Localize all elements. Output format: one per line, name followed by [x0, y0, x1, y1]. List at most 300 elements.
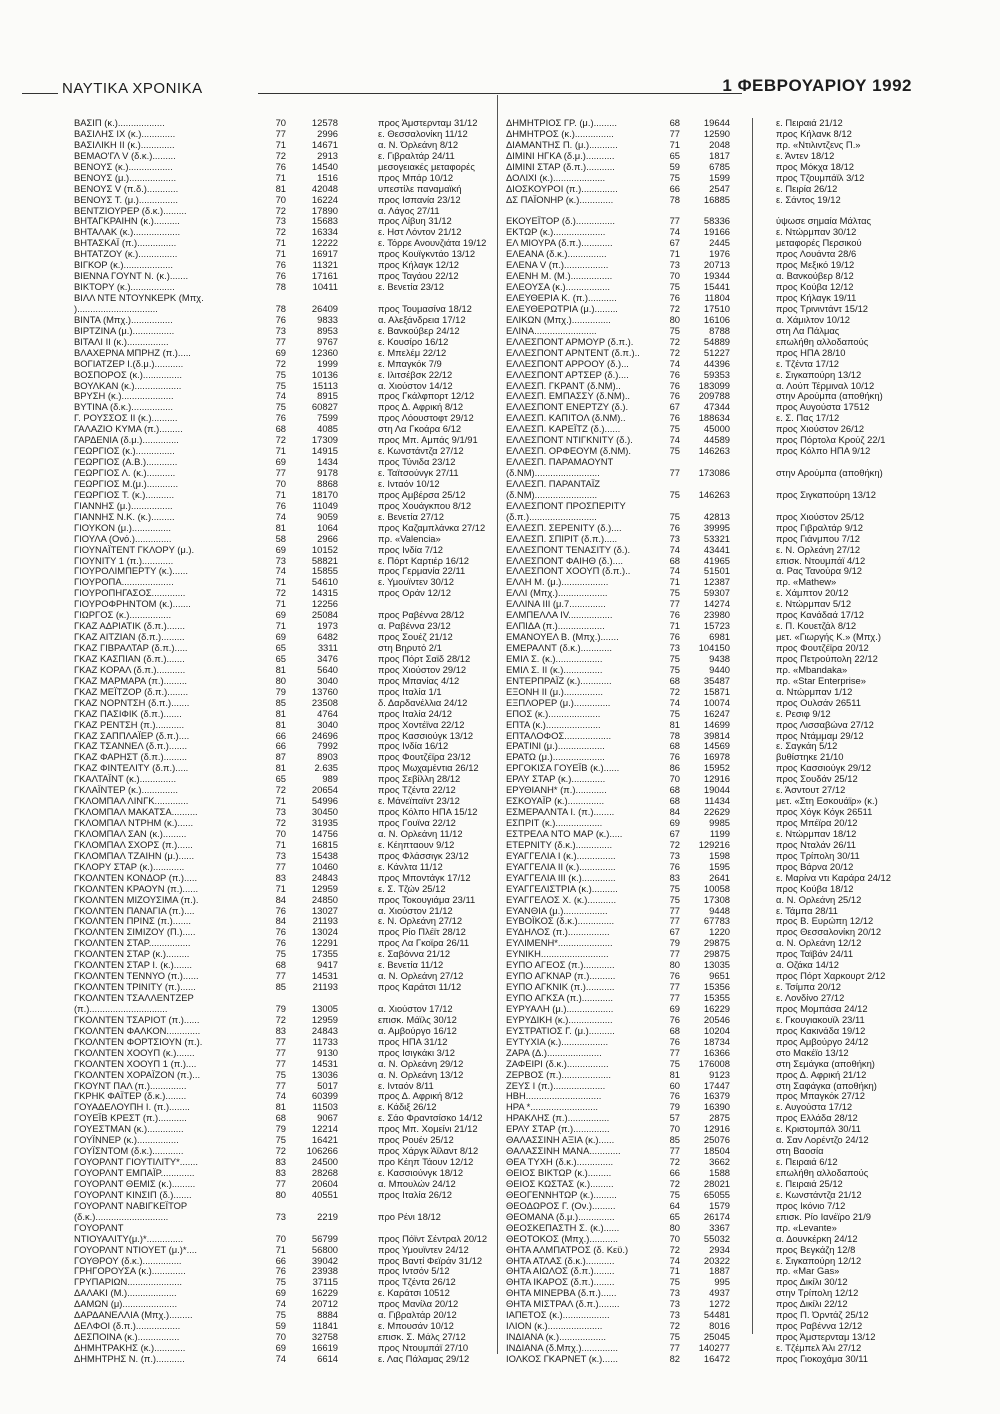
voyage-status: ε. Βενετία 11/12 [378, 959, 444, 971]
ship-name: ΕΛΛΕΣΠ. ΣΕΡΕΝΙΤΥ (δ.).... [506, 522, 622, 533]
voyage-status: ε. Σιγκαπούρη 12/12 [776, 1254, 862, 1266]
build-year: 77 [669, 948, 680, 960]
tonnage: 23980 [703, 609, 730, 621]
tonnage: 16366 [703, 1046, 730, 1058]
voyage-status: προς ΗΠΑ 28/10 [776, 346, 846, 358]
build-year: 72 [275, 587, 286, 599]
voyage-status: ε. Μπελέμ 22/12 [378, 346, 447, 358]
ship-name: ΔΙΜΙΝΙ ΣΤΑΡ (δ.π.)........... [506, 161, 615, 172]
tonnage: 6785 [709, 160, 730, 172]
build-year: 59 [275, 1320, 286, 1332]
ship-name: ΓΚΟΛΝΤΕΝ ΦΟΡΤΣΙΟΥΝ (π.). [74, 1036, 203, 1047]
tonnage: 35487 [703, 674, 730, 686]
ship-entry-row [74, 173, 494, 184]
tonnage: 15723 [703, 620, 730, 632]
tonnage: 17447 [703, 1079, 730, 1091]
build-year: 75 [275, 401, 286, 413]
ship-entry-row [74, 195, 494, 206]
build-year: 83 [275, 1167, 286, 1178]
ship-name: ΕΛΛΕΣΠ. ΚΑΠΙΤΟΛ (δ.ΝΜ).. [506, 413, 626, 424]
voyage-status: προς Βεγκάζη 12/8 [776, 1243, 856, 1255]
voyage-status: α. Αμβούργο 16/12 [378, 1024, 457, 1036]
build-year: 59 [669, 160, 680, 172]
build-year: 76 [275, 499, 286, 511]
voyage-status: ε. Θεσσαλονίκη 11/12 [378, 127, 468, 139]
voyage-status: ύψωσε σημαία Μάλτας [776, 215, 872, 227]
voyage-status: μετ. «Γιωργής Κ.» (Μπχ.) [776, 631, 881, 643]
ship-name: ΒΕΝΟΥΣ (κ.)................. [74, 161, 173, 172]
ship-name: ΒΕΝΟΥΣ V (π.δ.)............ [74, 183, 179, 194]
voyage-status: δ. Δαρδανέλλια 24/12 [378, 696, 468, 708]
tonnage: 31935 [311, 817, 338, 828]
build-year: 69 [275, 609, 286, 621]
build-year: 77 [275, 970, 286, 982]
tonnage: 15356 [703, 981, 730, 993]
ship-name: ΓΚΛΟΜΠΑΛ ΣΧΟΡΣ (π.)...... [74, 839, 193, 850]
ship-name: ΕΡΥΘΙΑΝΗ* (π.)............ [506, 785, 607, 796]
ship-entry-row [74, 1070, 494, 1081]
tonnage: 17890 [311, 204, 338, 216]
build-year: 77 [275, 860, 286, 872]
build-year: 71 [275, 237, 286, 249]
voyage-status: προς Χόγκ Κόγκ 26511 [776, 806, 873, 818]
voyage-status: μεσογειακές μεταφορές [378, 160, 475, 172]
tonnage: 129216 [698, 838, 730, 850]
ship-name: ΓΚΟΛΝΤΕΝ ΤΣΑΡΙΟΤ (π.)...... [74, 1014, 200, 1025]
ship-entry-row [74, 1048, 494, 1059]
voyage-status: προς Άμστερνταμ 31/12 [378, 117, 478, 128]
tonnage: 3476 [317, 652, 338, 664]
build-year: 78 [669, 729, 680, 741]
ship-name: ΕΛΕΝΑ V (π.)................. [506, 260, 609, 271]
build-year: 78 [669, 193, 680, 205]
build-year: 74 [275, 1352, 286, 1364]
build-year: 71 [275, 138, 286, 150]
voyage-status: προς Β. Ευρώπη 12/12 [776, 915, 874, 927]
build-year: 74 [669, 357, 680, 369]
ship-name: ΓΚΟΛΝΤΕΝ ΤΣΑΛΛΕΝΤΖΕΡ [74, 993, 194, 1003]
tonnage: 24850 [311, 893, 338, 905]
build-year: 75 [275, 379, 286, 391]
build-year: 81 [275, 182, 286, 194]
tonnage: 14315 [311, 587, 338, 599]
tonnage: 2048 [709, 138, 730, 150]
voyage-status: υπεστίλε παναμαϊκή [378, 182, 462, 194]
voyage-status: προς Κήλαγκ 19/11 [776, 292, 857, 303]
build-year: 77 [669, 215, 680, 227]
ship-entry-row [74, 982, 494, 993]
voyage-status: προς Οράν 12/12 [378, 587, 451, 599]
voyage-status: α. Ν. Όρλεάνη 8/12 [378, 138, 459, 150]
voyage-status: α. Ν. Ορλεάνη 25/12 [776, 893, 862, 905]
build-year: 76 [275, 313, 286, 325]
voyage-status: ε. Μάνεϊπαϊντ 23/12 [378, 795, 460, 807]
ship-name: ΕΛΛΕΣΠ. ΓΚΡΑΝΤ (δ.ΝΜ).. [506, 380, 621, 391]
voyage-status: ε. Τόρρε Ανουνζιάτα 19/12 [378, 237, 487, 249]
tonnage: 14671 [311, 138, 338, 150]
voyage-status: ε. Κάνλτα 11/12 [378, 860, 443, 872]
build-year: 85 [275, 981, 286, 993]
voyage-status: ε. Ιλιτσέβσκ 22/12 [378, 368, 453, 380]
voyage-status: ε. Μαρίνα ντι Καράρα 24/12 [776, 871, 891, 883]
voyage-status: προς Μπαγκόκ 27/12 [776, 1090, 865, 1102]
ship-name: ΓΚΟΛΝΤΕΝ ΧΟΡΑΪΖΟΝ (π.)... [74, 1069, 201, 1080]
build-year: 67 [669, 926, 680, 938]
build-year: 71 [275, 445, 286, 457]
tonnage: 16472 [703, 1352, 730, 1364]
ship-name: ΖΑΡΑ (Δ.)..................... [506, 1047, 602, 1058]
voyage-status: προς Κουϊγκντάο 13/12 [378, 248, 476, 260]
voyage-status: α. Ντώρμπαν 1/12 [776, 685, 853, 697]
voyage-status: στην Αρούμπα (αποθήκη) [776, 390, 883, 402]
ship-name: ΕΛΛΕΣΠΟΝΤ ΝΤΙΓΚΝΙΤΥ (δ.). [506, 435, 633, 446]
tonnage: 29875 [703, 937, 730, 949]
ship-name: ΒΙΚΤΟΡΥ (κ.)................. [74, 282, 175, 293]
ship-entry-row [506, 195, 926, 206]
build-year: 74 [669, 226, 680, 238]
ship-name: ΕΛΕΥΘΕΡΙΑ Κ. (π.)........... [506, 293, 617, 303]
build-year: 69 [275, 543, 286, 555]
ship-name: ΓΚΛΟΡΥ ΣΤΑΡ (κ.)............ [74, 861, 185, 872]
build-year: 77 [275, 335, 286, 347]
voyage-status: ε. Καράτσι 10512 [378, 1287, 450, 1299]
ship-name: ΓΟΥΪΝΝΕΡ (κ.)................ [74, 1135, 179, 1146]
tonnage: 2219 [317, 1210, 338, 1222]
build-year: 60 [669, 1079, 680, 1091]
ship-entry-row [74, 720, 494, 731]
tonnage: 9448 [709, 904, 730, 916]
voyage-status: προς Δ. Αφρική 8/12 [378, 401, 464, 413]
voyage-status: προς Μπέϊρα 20/12 [776, 817, 858, 828]
voyage-status: προς Λα Γκοϊρα 26/11 [378, 937, 470, 949]
build-year: 57 [669, 1112, 680, 1124]
tonnage: 17161 [311, 270, 338, 282]
build-year: 77 [275, 467, 286, 478]
ship-name: Γ. ΡΟΥΣΣΟΣ ΙΙ (κ.).......... [74, 413, 178, 424]
voyage-status: προς Τοκουγιάμα 23/11 [378, 893, 476, 905]
build-year: 67 [669, 827, 680, 839]
ship-name: ΘΗΤΑ ΑΛΜΠΑΤΡΟΣ (δ. Κεϋ.) [506, 1244, 629, 1255]
tonnage: 40551 [311, 1188, 338, 1200]
voyage-status: ε. Λονδίνο 27/12 [776, 992, 845, 1003]
tonnage: 14274 [703, 598, 730, 610]
build-year: 67 [669, 401, 680, 413]
tonnage: 55032 [703, 1232, 730, 1244]
build-year: 75 [669, 587, 680, 599]
tonnage: 9417 [317, 959, 338, 971]
ship-name: ΕΛΛΕΣΠ. ΠΑΡΑΝΤΑΪΖ [506, 478, 601, 489]
ship-name: ΒΙΛΛ ΝΤΕ ΝΤΟΥΝΚΕΡΚ (Μπχ. [74, 293, 204, 303]
build-year: 72 [669, 335, 680, 347]
ship-name: ΓΚΟΛΝΤΕΝ ΣΤΑΡ................ [74, 938, 191, 949]
build-year: 72 [275, 1145, 286, 1157]
build-year: 76 [275, 926, 286, 938]
ship-name: ΔΕΛΦΟΙ (δ.π.)................. [74, 1321, 181, 1332]
tonnage: 10460 [311, 860, 338, 872]
voyage-status: στη Λα Γκοάρα 6/12 [378, 423, 462, 435]
ship-name: ΓΑΛΑΖΙΟ ΚΥΜΑ (π.)......... [74, 424, 183, 435]
ship-name: ΓΙΟΥΝΙΤΥ 1 (π.)............ [74, 555, 174, 566]
build-year: 77 [669, 904, 680, 916]
ship-name: ΕΠΟΣ (κ.).................... [506, 708, 601, 719]
build-year: 71 [669, 248, 680, 260]
build-year: 64 [669, 1199, 680, 1211]
tonnage: 20322 [703, 1254, 730, 1266]
tonnage: 16917 [311, 248, 338, 260]
build-year: 69 [275, 631, 286, 643]
build-year: 68 [669, 117, 680, 128]
tonnage: 13036 [311, 1068, 338, 1080]
voyage-status: προς Λισσαβώνα 27/12 [776, 718, 874, 730]
ship-name: ΓΟΥΟΡΛΝΤ ΘΕΜΙΣ (κ.)......... [74, 1178, 196, 1189]
build-year: 79 [669, 1101, 680, 1113]
ship-name: ΓΟΥΟΡΛΝΤ ΝΤΙΟΥΕΤ (μ.)*.... [74, 1244, 197, 1255]
tonnage: 21193 [312, 915, 338, 927]
voyage-status: προς Λουάντα 28/6 [776, 248, 857, 260]
voyage-status: προς Τύνιδα 23/12 [378, 456, 456, 468]
build-year: 77 [275, 127, 286, 139]
build-year: 76 [275, 160, 286, 172]
voyage-status: προς Τζέντα 26/12 [378, 1276, 456, 1288]
tonnage: 14915 [311, 445, 338, 457]
ship-entry-row [74, 1354, 494, 1365]
ship-entry-row [74, 1234, 494, 1245]
ship-entry-row [506, 698, 926, 709]
voyage-status: προς Χουάγκπου 8/12 [378, 499, 472, 511]
voyage-status: προς Φλάσσιγκ 23/12 [378, 849, 469, 861]
voyage-status: ε. Κέηπταουν 9/12 [378, 838, 455, 850]
ship-name: ΕΥΑΓΓΕΛΙΑ Ι (κ.)............... [506, 850, 616, 861]
tonnage: 25076 [703, 1134, 730, 1146]
ship-name: ΘΗΤΑ ΑΤΛΑΣ (δ.κ.)........... [506, 1255, 615, 1266]
tonnage: 2641 [709, 871, 730, 883]
build-year: 76 [669, 412, 680, 424]
ship-name: ΘΗΤΑ ΑΙΩΛΟΣ (δ.π.)........ [506, 1266, 615, 1277]
ship-entry-row [74, 523, 494, 534]
ship-name: ΔΣ ΠΑΪΟΝΗΡ (κ.)............. [506, 194, 614, 205]
voyage-status: προς Αμβούργο 24/12 [776, 1035, 869, 1047]
ship-entry-row [74, 1245, 494, 1256]
build-year: 66 [669, 1167, 680, 1178]
build-year: 73 [669, 1298, 680, 1310]
voyage-status: ε. Σαγκάη 5/12 [776, 740, 838, 752]
tonnage: 22629 [703, 806, 730, 818]
ship-name: ΔΗΜΗΤΡΙΟΣ ΓΡ. (μ.)......... [506, 118, 618, 128]
tonnage: 3040 [317, 674, 338, 686]
build-year: 77 [275, 1177, 286, 1189]
tonnage: 16390 [703, 1101, 730, 1113]
build-year: 83 [275, 1024, 286, 1036]
tonnage: 43441 [703, 543, 730, 555]
voyage-status: επωλήθη αλλοδαπούς [776, 335, 869, 347]
tonnage: 146263 [698, 488, 730, 500]
ship-name: (δ.π.).......................... [506, 511, 597, 522]
tonnage: 59307 [703, 587, 730, 599]
ship-name: ΓΟΥΟΡΛΝΤ [74, 1222, 124, 1233]
ship-name: ΓΕΩΡΓΙΟΣ Λ. (κ.)........... [74, 468, 176, 478]
ship-entry-row [506, 184, 926, 195]
tonnage: 58336 [703, 215, 730, 227]
tonnage: 13005 [311, 1002, 338, 1014]
ship-name: ΕΡΛΥ ΣΤΑΡ (κ.)............. [506, 774, 606, 785]
tonnage: 11503 [312, 1101, 338, 1113]
tonnage: 183099 [698, 379, 730, 391]
build-year: 69 [275, 1287, 286, 1299]
tonnage: 11804 [704, 292, 730, 303]
ship-name: ΓΡΥΠΑΡΙΩΝ..................... [74, 1277, 183, 1288]
ship-name: ΓΚΑΛΤΑΪΝΤ (κ.).............. [74, 774, 177, 785]
voyage-status: βυθίστηκε 21/10 [776, 751, 844, 763]
build-year: 76 [669, 292, 680, 303]
build-year: 69 [669, 817, 680, 828]
voyage-status: προς Πόρτ Χαρκουρτ 2/12 [776, 970, 886, 982]
tonnage: 15355 [703, 992, 730, 1003]
ship-name: ΕΞΠΛΟΡΕΡ (μ.).............. [506, 697, 611, 708]
build-year: 72 [669, 346, 680, 358]
voyage-status: ε. Χάμπτον 20/12 [776, 587, 849, 599]
tonnage: 18734 [703, 1035, 730, 1047]
tonnage: 16885 [703, 193, 730, 205]
tonnage: 8788 [709, 324, 730, 336]
voyage-status: προς Δ. Αφρική 21/12 [776, 1068, 867, 1080]
tonnage: 20546 [703, 1013, 730, 1025]
voyage-status: ε. Πειραιά 6/12 [776, 1156, 838, 1168]
tonnage: 1887 [709, 1265, 730, 1277]
ship-entry-row [506, 468, 926, 479]
tonnage: 3311 [317, 642, 338, 653]
tonnage: 26409 [311, 302, 338, 314]
build-year: 79 [275, 1123, 286, 1135]
voyage-status: προς Κασσιούγκ 29/12 [776, 762, 872, 774]
tonnage: 9067 [317, 1112, 338, 1124]
tonnage: 176008 [698, 1057, 730, 1069]
build-year: 75 [669, 445, 680, 457]
voyage-status: προς Σιγκαπούρη 13/12 [776, 488, 876, 500]
build-year: 75 [669, 893, 680, 905]
voyage-status: α. Ν. Ορλεάνη 11/12 [378, 827, 463, 839]
ship-entry-row [506, 370, 926, 381]
tonnage: 19166 [703, 226, 730, 238]
voyage-status: στη Βαοσία [776, 1145, 824, 1157]
voyage-status: προς Βάρνα 20/12 [776, 860, 854, 872]
voyage-status: ε. Ν. Ορλεάνη 27/12 [378, 915, 463, 927]
ship-name: ΕΥΑΓΓΕΛΙΣΤΡΙΑ (κ.).......... [506, 883, 618, 894]
voyage-status: προς Χιούστον 26/12 [776, 423, 865, 435]
build-year: 74 [669, 696, 680, 708]
build-year: 71 [275, 882, 286, 894]
voyage-status: προς Μόκχα 18/12 [776, 160, 855, 172]
ship-name: (π.).............................. [74, 1003, 168, 1014]
build-year: 66 [275, 729, 286, 741]
voyage-status: προς Φουτζέϊρα 23/12 [378, 751, 471, 763]
build-year: 77 [275, 1079, 286, 1091]
ship-name: ΕΥΑΓΓΕΛΙΑ ΙΙ (κ.).............. [506, 861, 616, 872]
tonnage: 13760 [311, 685, 338, 697]
tonnage: 54996 [311, 795, 338, 807]
tonnage: 8868 [317, 477, 338, 489]
voyage-status: ε. Πειραιά 25/12 [776, 1177, 843, 1189]
ship-entry-row [74, 709, 494, 720]
ship-name: ΕΛΙΝΑ........................ [506, 325, 597, 336]
build-year: 86 [669, 762, 680, 774]
ship-name: ΓΚΑΖ ΓΙΒΡΑΛΤΑΡ (δ.π.)..... [74, 643, 188, 653]
build-year: 71 [275, 171, 286, 183]
tonnage: 3367 [709, 1221, 730, 1233]
tonnage: 17308 [703, 893, 730, 905]
tonnage: 16106 [703, 313, 730, 325]
ship-name: ΔΗΜΗΤΡΗΣ Ν. (π.)........... [74, 1353, 185, 1364]
build-year: 84 [669, 806, 680, 818]
tonnage: 2547 [709, 182, 730, 194]
voyage-status: στο Μακέϊο 13/12 [776, 1046, 849, 1058]
build-year: 72 [669, 685, 680, 697]
ship-entry-row [506, 446, 926, 457]
build-year: 77 [669, 915, 680, 927]
ship-name: ΕΛΛΕΣΠΟΝΤ ΕΝΕΡΤΖΥ (δ.). [506, 402, 629, 413]
build-year: 74 [275, 1090, 286, 1102]
build-year: 67 [669, 237, 680, 249]
tonnage: 2966 [317, 532, 338, 544]
build-year: 80 [669, 959, 680, 971]
voyage-status: α. Οζάκα 14/12 [776, 959, 839, 971]
build-year: 72 [275, 226, 286, 238]
tonnage: 2934 [709, 1243, 730, 1255]
tonnage: 8903 [317, 751, 338, 763]
build-year: 72 [669, 838, 680, 850]
tonnage: 28268 [311, 1167, 338, 1178]
ship-name: ΘΗΤΑ ΜΙΝΕΡΒΑ (δ.π.)...... [506, 1288, 617, 1299]
build-year: 72 [275, 784, 286, 796]
tonnage: 1598 [709, 849, 730, 861]
ship-name: ΕΛΛΕΣΠΟΝΤ ΑΡΜΟΥΡ (δ.π.). [506, 336, 634, 347]
tonnage: 15683 [311, 215, 338, 227]
build-year: 76 [275, 1265, 286, 1277]
tonnage: 2996 [317, 127, 338, 139]
ship-name: ΕΛΛΕΣΠ. ΚΑΡΕΪΤΖ (δ.)...... [506, 424, 621, 435]
issue-date: 1 ΦΕΒΡΟΥΑΡΙΟΥ 1992 [722, 76, 912, 95]
voyage-status: ε. Ντώρμπαν 18/12 [776, 827, 857, 839]
voyage-status: προς Χιούστον 25/12 [776, 510, 865, 522]
ship-name: ΓΚΑΖ ΠΑΣΙΦΙΚ (δ.π.)....... [74, 708, 182, 719]
ship-name: ΘΕΟΜΑΝΑ (δ.μ.).............. [506, 1211, 615, 1222]
ship-name: ΕΝΤΕΡΠΡΑΪΖ (κ.)............ [506, 675, 612, 686]
build-year: 76 [669, 390, 680, 402]
build-year: 73 [669, 259, 680, 271]
tonnage: 1588 [709, 1167, 730, 1178]
voyage-status: ε. Γιβραλτάρ 24/11 [378, 149, 455, 161]
ship-name: ΘΕΙΟΣ ΒΙΚΤΩΡ (κ.)......... [506, 1168, 612, 1178]
voyage-status: ε. Κουσίρο 16/12 [378, 335, 449, 347]
tonnage: 104150 [698, 642, 730, 653]
ship-entry-row [506, 173, 926, 184]
voyage-status: ε. Πόρτ Καρτιέρ 16/12 [378, 554, 470, 566]
ship-entry-row [74, 895, 494, 906]
tonnage: 37115 [312, 1276, 338, 1288]
build-year: 65 [275, 642, 286, 653]
voyage-status: προς Ικόνιο 7/12 [776, 1199, 846, 1211]
tonnage: 1595 [709, 860, 730, 872]
tonnage: 13035 [703, 959, 730, 971]
ship-name: ΕΥΑΓΓΕΛΙΑ ΙΙΙ (κ.)............. [506, 872, 616, 883]
tonnage: 1579 [709, 1199, 730, 1211]
ship-entry-row [506, 873, 926, 884]
ship-name: ΕΥΤΥΧΙΑ (κ.).................. [506, 1036, 609, 1047]
ship-name: ΕΡΑΤΙΝΙ (μ.).................. [506, 741, 605, 752]
build-year: 68 [669, 740, 680, 752]
tonnage: 7992 [317, 740, 338, 752]
tonnage: 140277 [698, 1342, 730, 1353]
ship-name: ΕΠΤΑΛΟΦΟΣ.................. [506, 730, 612, 741]
